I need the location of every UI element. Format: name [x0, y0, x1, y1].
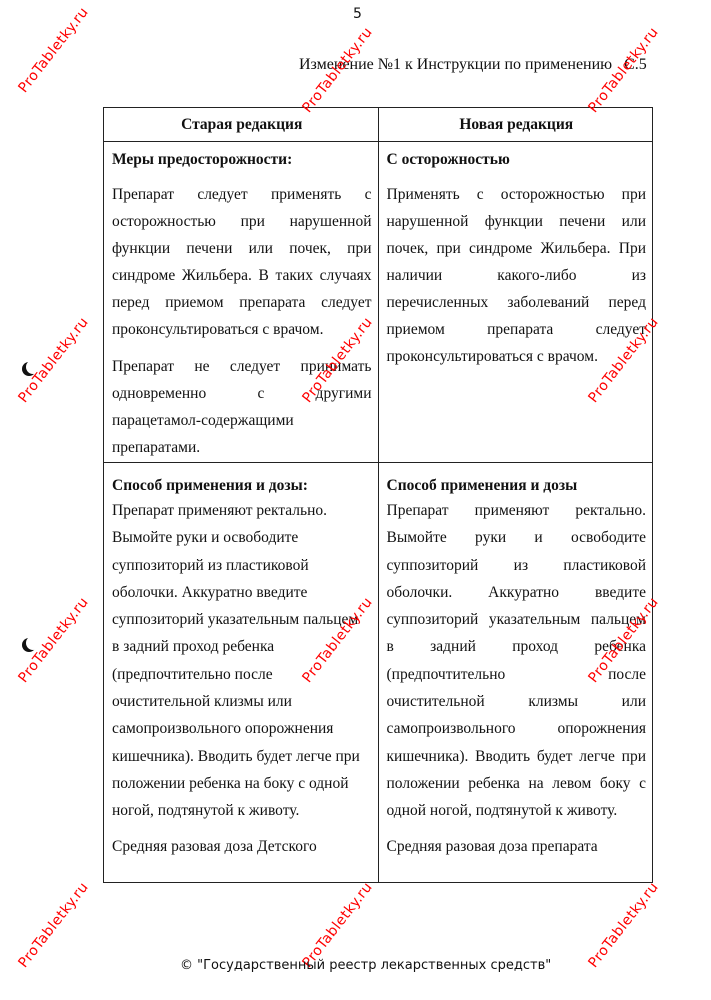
text-line: ногой, подтянутой к животу. — [112, 802, 300, 820]
text-line: оболочки. Аккуратно введите — [386, 583, 646, 601]
watermark: ProTabletky.ru — [15, 594, 92, 686]
text-line: положении ребенка на боку с одной — [112, 774, 349, 792]
text-line: Средняя разовая доза препарата — [386, 837, 598, 855]
text-line: очистительной клизмы или — [112, 693, 292, 711]
text-line: оболочки. Аккуратно введите — [112, 583, 308, 601]
table-header-row — [104, 108, 653, 142]
paragraph — [112, 181, 372, 343]
paragraph — [387, 833, 647, 860]
watermark: ProTabletky.ru — [299, 879, 376, 971]
old-precautions-cell — [104, 142, 379, 463]
text-line: функции печени или почек, при — [112, 240, 372, 257]
text-line: в задний проход ребенка — [112, 638, 275, 656]
text-line: Вымойте руки и освободите — [112, 529, 299, 547]
section-title: Способ применения и дозы: — [112, 477, 308, 494]
paragraph — [112, 833, 372, 860]
watermark: ProTabletky.ru — [585, 314, 662, 406]
column-header-new: Новая редакция — [378, 108, 653, 142]
text-line: положении ребенка на левом боку с — [386, 774, 646, 792]
text-line: Препарат применяют ректально. — [386, 502, 646, 519]
text-line: осторожностью при нарушенной — [112, 213, 372, 230]
text-line: самопроизвольного опорожнения — [112, 720, 334, 738]
text-line: почек, при синдроме Жильбера. При — [386, 240, 646, 257]
watermark: ProTabletky.ru — [585, 24, 662, 116]
paragraph — [112, 497, 372, 825]
new-precautions-cell — [378, 142, 653, 463]
watermark: ProTabletky.ru — [15, 314, 92, 406]
text-line: препаратами. — [112, 439, 201, 456]
text-line: кишечника). Вводить будет легче при — [386, 747, 646, 765]
document-header: Изменение №1 к Инструкции по применению С.5 — [299, 56, 647, 73]
section-title: Меры предосторожности: — [112, 151, 293, 168]
text-line: нарушенной функции печени или — [386, 213, 646, 230]
text-line: наличии какого-либо из — [386, 267, 646, 284]
table-row — [104, 463, 653, 883]
page-number: 5 — [353, 6, 362, 22]
text-line: одной ногой, подтянутой к животу. — [386, 802, 618, 820]
new-dosage-cell — [378, 463, 653, 883]
section-title: Способ применения и дозы — [386, 477, 578, 494]
text-line: перед приемом препарата следует — [112, 294, 372, 311]
text-line: самопроизвольного опорожнения — [386, 720, 646, 738]
text-line: кишечника). Вводить будет легче при — [112, 747, 360, 765]
section-title: С осторожностью — [386, 151, 510, 168]
watermark: ProTabletky.ru — [15, 879, 92, 971]
text-line: очистительной клизмы или — [386, 693, 646, 711]
text-line: Вымойте руки и освободите — [386, 529, 646, 547]
watermark: ProTabletky.ru — [299, 314, 376, 406]
text-line: суппозиторий из пластиковой — [112, 556, 309, 574]
text-line: (предпочтительно после — [112, 665, 273, 683]
paragraph — [387, 181, 647, 370]
text-line: суппозиторий указательным пальцем — [386, 611, 646, 629]
text-line: проконсультироваться с врачом. — [386, 348, 598, 365]
watermark: ProTabletky.ru — [585, 879, 662, 971]
text-line: (предпочтительно после — [386, 665, 646, 683]
watermark: ProTabletky.ru — [15, 4, 92, 97]
text-line: Препарат не следует принимать — [112, 358, 372, 375]
watermark: ProTabletky.ru — [299, 24, 376, 116]
text-line: Препарат следует применять с — [112, 186, 372, 203]
old-dosage-cell — [104, 463, 379, 883]
text-line: суппозиторий из пластиковой — [386, 556, 646, 574]
comparison-table — [103, 107, 653, 883]
watermark: ProTabletky.ru — [299, 594, 376, 686]
text-line: перечисленных заболеваний перед — [386, 294, 646, 311]
text-line: Препарат применяют ректально. — [112, 502, 328, 519]
footer-copyright: © "Государственный реестр лекарственных средств" — [180, 958, 552, 973]
text-line: синдроме Жильбера. В таких случаях — [112, 267, 372, 284]
text-line: суппозиторий указательным пальцем — [112, 611, 359, 629]
text-line: Применять с осторожностью при — [386, 186, 646, 203]
text-line: в задний проход ребенка — [386, 638, 646, 656]
watermark: ProTabletky.ru — [585, 594, 662, 686]
text-line: парацетамол-содержащими — [112, 412, 294, 429]
text-line: проконсультироваться с врачом. — [112, 321, 324, 338]
text-line: Средняя разовая доза Детского — [112, 837, 317, 855]
column-header-old: Старая редакция — [104, 108, 379, 142]
text-line: приемом препарата следует — [386, 321, 646, 338]
table-row — [104, 142, 653, 463]
text-line: одновременно с другими — [112, 385, 372, 402]
